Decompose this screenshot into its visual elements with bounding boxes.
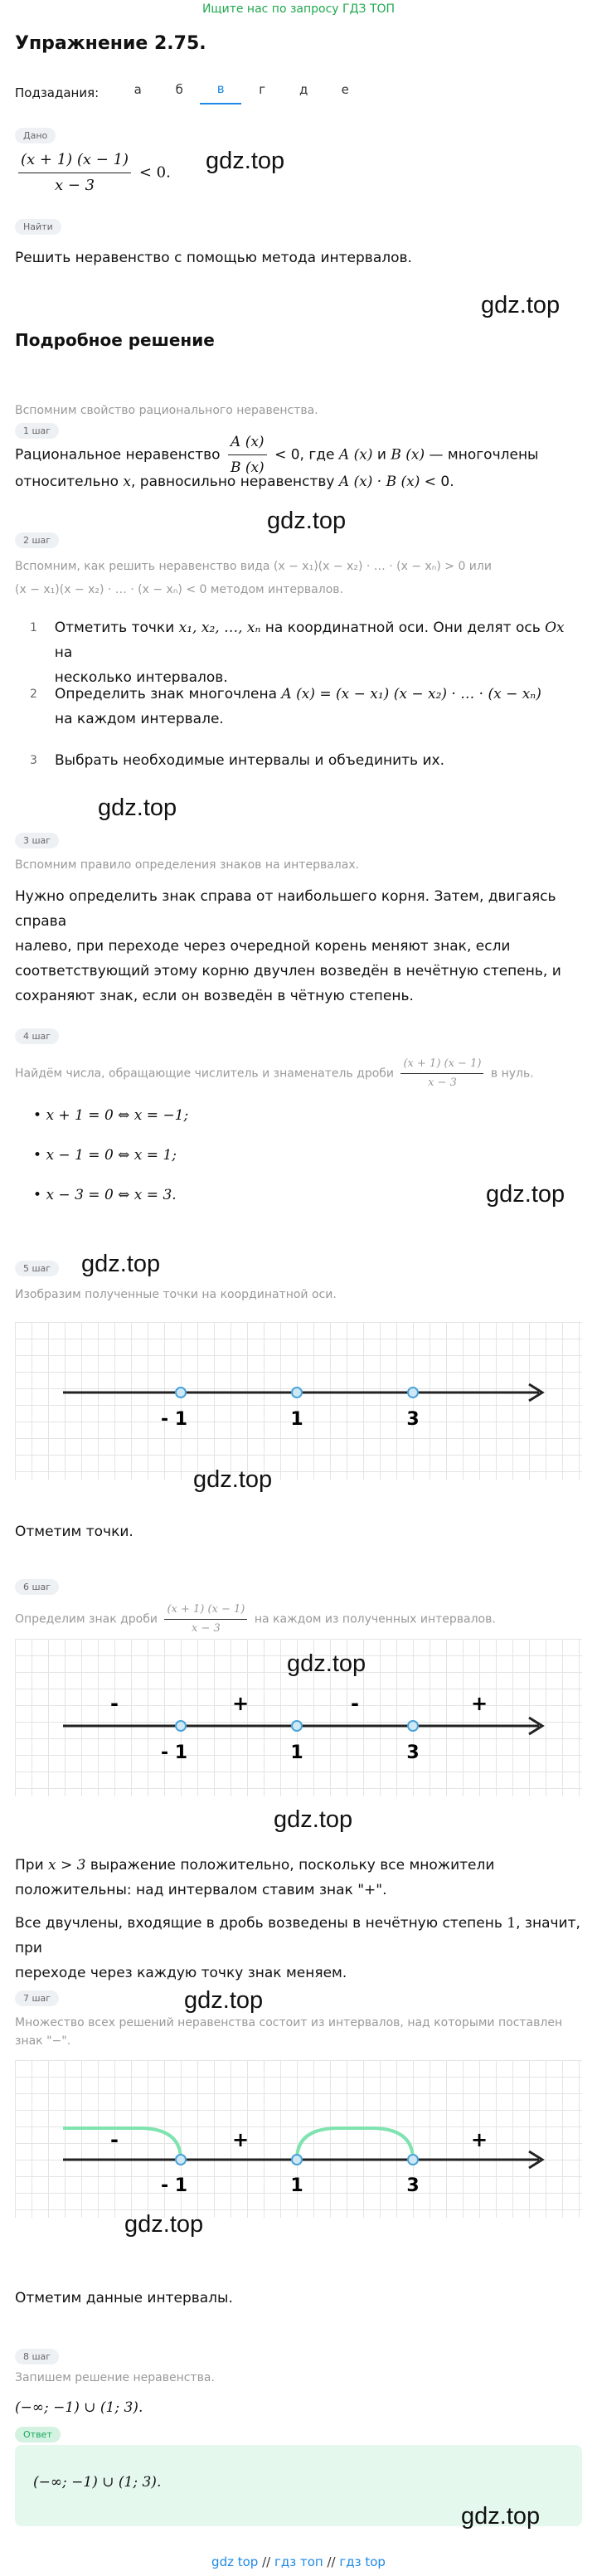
eq-text: x − 3 = 0 ⇔ x = 3. [46,1187,177,1203]
list-number: 3 [30,754,37,767]
axis-svg [15,1322,582,1480]
step-5-pill: 5 шаг [15,1261,59,1276]
label-1: 1 [290,2175,303,2196]
eq-text: x + 1 = 0 ⇔ x = −1; [46,1107,189,1124]
watermark: gdz.top [193,1466,273,1493]
search-banner[interactable]: Ищите нас по запросу ГДЗ ТОП [201,2,396,16]
watermark: gdz.top [184,1987,264,2014]
s2-text: Определить знак многочлена [55,686,278,702]
label-3: 3 [406,1742,420,1763]
step-8-badge [15,2347,59,2365]
tab-d[interactable]: д [299,82,308,97]
tab-g[interactable]: г [259,82,266,97]
s6-text: на каждом из полученных интервалов. [254,1612,496,1626]
step-2-intro-2: (x − x₁)(x − x₂) · … · (x − xₙ) < 0 методом интервалов. [15,583,343,596]
s6-text: выражение положительно, поскольку все множители [90,1857,495,1874]
point-minus-1 [176,2155,186,2165]
label-3: 3 [406,2175,420,2196]
step-3-badge [15,831,59,848]
s1-text: относительно [15,474,119,490]
s6-math: x > 3 [48,1857,86,1874]
footer-links [0,2554,597,2569]
sign-3: - [351,1692,359,1715]
footer-link-1[interactable]: gdz top [211,2554,259,2569]
s6-text: Определим знак дроби [15,1612,158,1626]
s3-line: налево, при переходе через очередной корень меняют знак, если [15,938,511,955]
sign-1: - [110,2128,119,2151]
s3-line: соответствующий этому корню двучлен возведён в нечётную степень, и [15,963,561,979]
find-badge [15,217,61,235]
s4-text: Найдём числа, обращающие числитель и знаменатель дроби [15,1067,395,1081]
step-6-intro: Определим знак дроби $\frac{(x + 1) (x - 1)}{x - 3}$ на каждом из полученных интервалов. [15,1601,496,1638]
step-7-pill: 7 шаг [15,1990,59,2006]
eq-2: • x − 1 = 0 ⇔ x = 1; [33,1147,177,1164]
s6-text: , значит, при [15,1915,580,1956]
label-minus-1: - 1 [160,2175,188,2196]
label-3: 3 [406,1409,420,1430]
interval-1-3 [297,2128,413,2160]
watermark: gdz.top [206,148,285,174]
step-4-badge [15,1027,59,1044]
step-1-line-1: Рациональное неравенство $\frac{A (x)}{B (x)}$ < 0, где A (x) и B (x) — многочлены [15,430,538,480]
sign-4: + [470,1692,488,1715]
given-tail: < 0. [138,163,171,182]
point-1 [292,1388,302,1397]
s4-text: в нуль. [490,1067,534,1081]
step-3-intro: Вспомним правило определения знаков на интервалах. [15,858,360,872]
point-3 [408,1721,418,1731]
sign-2: + [231,1692,250,1715]
label-1: 1 [290,1742,303,1763]
tab-a[interactable]: а [133,82,142,97]
point-minus-1 [176,1388,186,1397]
footer-sep: // [327,2554,336,2569]
step-2-badge [15,531,59,548]
step-3-rule [15,884,587,1009]
s1-text: < 0, где [274,446,335,464]
label-1: 1 [290,1409,303,1430]
tab-e[interactable]: е [341,82,349,97]
number-line-3 [15,2060,582,2218]
given-badge [15,126,56,143]
s2-text: несколько интервалов. [54,669,228,686]
step-4-intro: Найдём числа, обращающие числитель и знаменатель дроби $\frac{(x + 1) (x - 1)}{x - 3}$ в нуль. [15,1055,534,1092]
list-number: 2 [30,688,37,701]
step-6-para-1 [15,1853,587,1903]
step-2-item-2: 2 Определить знак многочлена A (x) = (x − x₁) (x − x₂) · … · (x − xₙ) на каждом интервале. [30,682,582,731]
step-5-after: Отметим точки. [15,1524,133,1540]
step-8-result: (−∞; −1) ∪ (1; 3). [15,2399,143,2416]
solution-title: Подробное решение [15,330,215,350]
sign-2: + [231,2128,250,2151]
s1-text: — многочлены [429,446,539,464]
point-minus-1 [176,1721,186,1731]
s1-text: < 0. [424,474,454,490]
axis-svg [15,2060,582,2218]
eq-text: x − 1 = 0 ⇔ x = 1; [46,1147,177,1164]
step-7-intro-2: знак "−". [15,2034,71,2048]
point-1 [292,2155,302,2165]
watermark: gdz.top [98,795,177,821]
step-2-intro-1: Вспомним, как решить неравенство вида (x − x₁)(x − x₂) · … · (x − xₙ) > 0 или [15,560,492,573]
sign-1: - [110,1692,119,1715]
step-5-intro: Изобразим полученные точки на координатной оси. [15,1288,337,1301]
eq-3: • x − 3 = 0 ⇔ x = 3. [33,1187,177,1203]
find-text: Решить неравенство с помощью метода интервалов. [15,250,412,266]
point-1 [292,1721,302,1731]
s1-text: , равносильно неравенству [130,474,335,490]
label-minus-1: - 1 [160,1409,188,1430]
step-7-badge [15,1989,59,2006]
step-4-pill: 4 шаг [15,1028,59,1044]
s3-line: сохраняют знак, если он возведён в чётную степень. [15,988,414,1004]
s2-text: Отметить точки [54,620,175,636]
watermark: gdz.top [287,1650,366,1677]
tab-b[interactable]: б [175,82,183,97]
watermark: gdz.top [267,508,347,534]
step-8-pill: 8 шаг [15,2349,59,2365]
number-line-1 [15,1322,582,1480]
footer-link-3[interactable]: гдз top [339,2554,386,2569]
watermark: gdz.top [124,2211,204,2238]
step-1-line-2: относительно x, равносильно неравенству A (x) · B (x) < 0. [15,474,454,490]
step-1-intro: Вспомним свойство рационального неравенства. [15,404,318,417]
step-2-pill: 2 шаг [15,532,59,548]
s6-text: При [15,1857,44,1874]
step-6-badge [15,1577,59,1595]
s1-text: Рациональное неравенство [15,446,221,464]
s2-text: Выбрать необходимые интервалы и объединить их. [55,752,444,769]
step-6-para-2 [15,1911,587,1985]
answer-pill: Ответ [15,2427,61,2442]
step-1-pill: 1 шаг [15,423,59,439]
tab-v[interactable]: в [200,81,241,104]
subtask-label: Подзадания: [15,85,100,100]
watermark: gdz.top [274,1806,353,1833]
label-minus-1: - 1 [160,1742,188,1763]
footer-link-2[interactable]: гдз топ [274,2554,323,2569]
footer-sep: // [262,2554,271,2569]
watermark: gdz.top [461,2503,541,2530]
find-pill: Найти [15,219,61,235]
sign-4: + [470,2128,488,2151]
step-2-item-1: 1 Отметить точки x₁, x₂, …, xₙ на координатной оси. Они делят ось Ox на несколько интервалов. [30,615,582,690]
answer-badge [15,2425,61,2442]
subtask-tabs [15,81,366,104]
s3-line: Нужно определить знак справа от наибольшего корня. Затем, двигаясь справа [15,888,556,930]
step-5-badge [15,1259,59,1276]
step-6-pill: 6 шаг [15,1579,59,1595]
step-3-pill: 3 шаг [15,833,59,848]
s6-text: положительны: над интервалом ставим знак "+". [15,1882,387,1898]
given-pill: Дано [15,128,56,143]
watermark: gdz.top [81,1251,161,1277]
list-number: 1 [30,621,37,634]
answer-text: (−∞; −1) ∪ (1; 3). [33,2474,162,2491]
step-8-intro: Запишем решение неравенства. [15,2371,215,2384]
s1-text: и [376,446,386,464]
step-2-item-3 [30,748,582,773]
s6-text: Все двучлены, входящие в дробь возведены в нечётную степень [15,1915,502,1932]
watermark: gdz.top [486,1181,565,1208]
watermark: gdz.top [481,292,561,318]
s2-text: на каждом интервале. [55,711,224,727]
point-3 [408,1388,418,1397]
s2-text: на координатной оси. Они делят ось [265,620,541,636]
s6-math: 1 [507,1915,517,1932]
interval-minus-inf-minus-1 [63,2128,181,2160]
s6-text: переходе через каждую точку знак меняем. [15,1965,347,1981]
given-inequality: $\frac{(x + 1) (x - 1)}{x - 3}$ < 0. [15,148,171,198]
step-7-intro-1: Множество всех решений неравенства состоит из интервалов, над которыми поставлен [15,2016,563,2029]
point-3 [408,2155,418,2165]
page-title: Упражнение 2.75. [15,33,206,54]
eq-1: • x + 1 = 0 ⇔ x = −1; [33,1107,189,1124]
s2-text: на [54,644,73,661]
step-7-after: Отметим данные интервалы. [15,2290,233,2306]
